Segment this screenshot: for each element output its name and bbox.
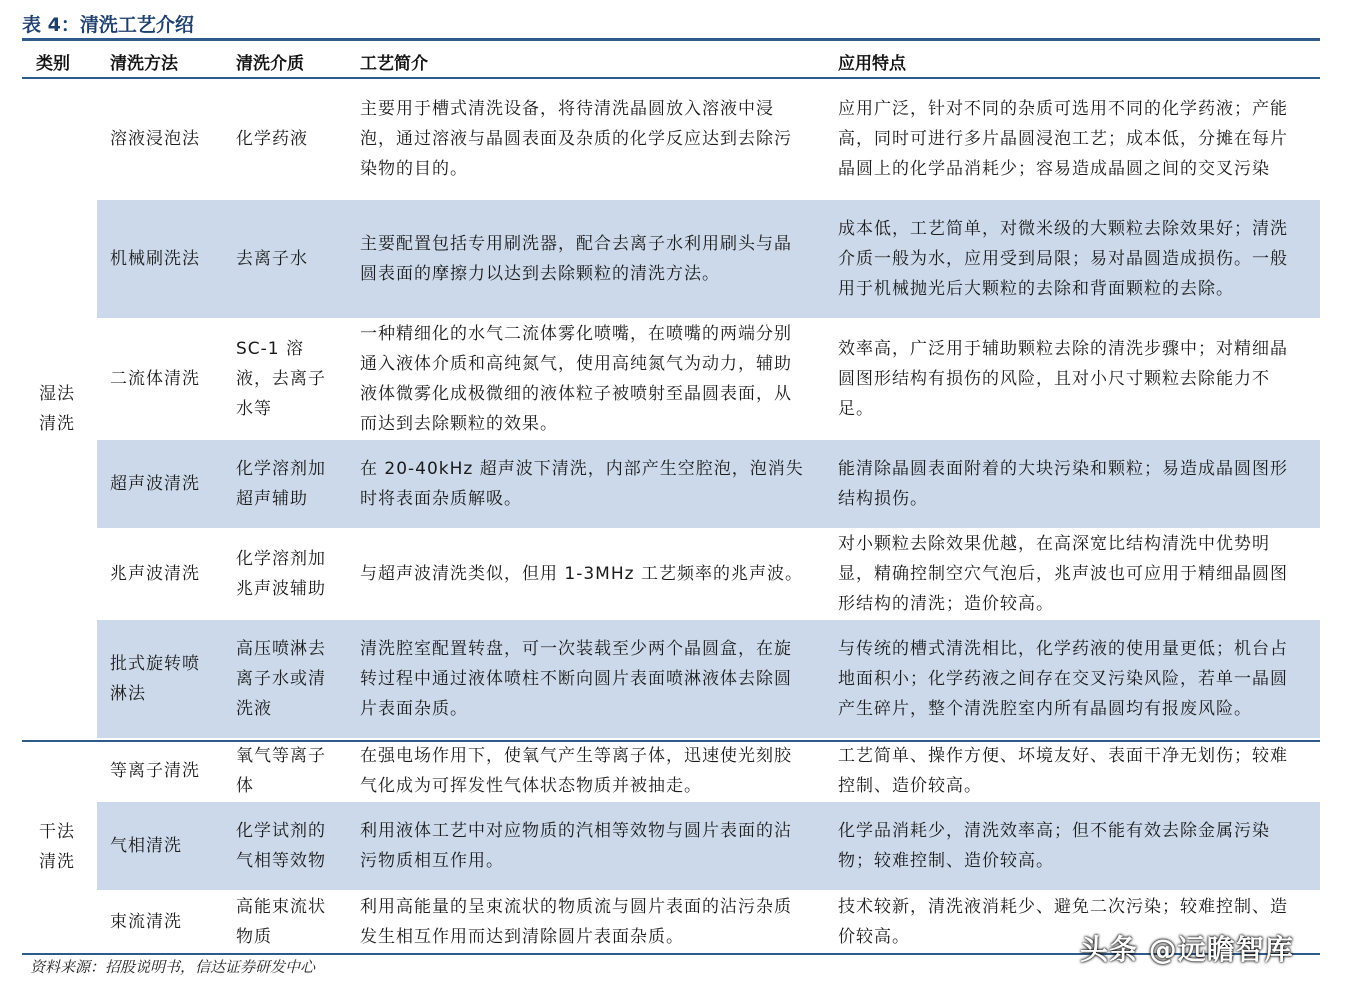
process-cell: 在强电场作用下，使氧气产生等离子体，迅速使光刻胶气化成为可挥发性气体状态物质并被抽走。 — [360, 746, 792, 796]
process-cell: 一种精细化的水气二流体雾化喷嘴，在喷嘴的两端分别通入液体介质和高纯氮气，使用高纯氮气为动力，辅助液体微雾化成极微细的液体粒子被喷射至晶圆表面，从而达到去除颗粒的效果。 — [360, 324, 792, 434]
top-rule — [22, 38, 1320, 41]
medium-cell: 氧气等离子体 — [236, 746, 326, 796]
features-cell: 能清除晶圆表面附着的大块污染和颗粒；易造成晶圆图形结构损伤。 — [838, 459, 1288, 509]
features-cell: 效率高，广泛用于辅助颗粒去除的清洗步骤中；对精细晶圆图形结构有损伤的风险，且对小尺寸颗粒去除能力不足。 — [838, 339, 1288, 419]
header-features: 应用特点 — [838, 54, 906, 74]
category-dry-label: 干法清洗 — [39, 822, 75, 872]
process-cell: 与超声波清洗类似，但用 1-3MHz 工艺频率的兆声波。 — [360, 564, 803, 584]
method-cell: 等离子清洗 — [110, 761, 200, 781]
medium-cell: 高压喷淋去离子水或清洗液 — [236, 639, 326, 719]
medium-cell: SC-1 溶液，去离子水等 — [236, 339, 326, 419]
features-cell: 与传统的槽式清洗相比，化学药液的使用量更低；机台占地面积小；化学药液之间存在交叉污染风险，若单一晶圆产生碎片，整个清洗腔室内所有晶圆均有报废风险。 — [838, 639, 1288, 719]
method-cell: 溶液浸泡法 — [110, 129, 200, 149]
header-process: 工艺简介 — [360, 54, 428, 74]
header-medium: 清洗介质 — [236, 54, 304, 74]
method-cell: 机械刷洗法 — [110, 249, 200, 269]
watermark: 头条 @远瞻智库 — [1080, 933, 1294, 966]
method-cell: 兆声波清洗 — [110, 564, 200, 584]
process-cell: 利用液体工艺中对应物质的汽相等效物与圆片表面的沾污物质相互作用。 — [360, 821, 792, 871]
method-cell: 二流体清洗 — [110, 369, 200, 389]
features-cell: 化学品消耗少，清洗效率高；但不能有效去除金属污染物；较难控制、造价较高。 — [838, 821, 1270, 871]
table-title: 表 4：清洗工艺介绍 — [22, 14, 194, 36]
header-rule — [22, 77, 1320, 79]
source-note: 资料来源：招股说明书，信达证券研发中心 — [30, 958, 316, 976]
header-method: 清洗方法 — [110, 54, 178, 74]
features-cell: 成本低，工艺简单，对微米级的大颗粒去除效果好；清洗介质一般为水，应用受到局限；易对晶圆造成损伤。一般用于机械抛光后大颗粒的去除和背面颗粒的去除。 — [838, 219, 1288, 299]
process-cell: 在 20-40kHz 超声波下清洗，内部产生空腔泡，泡消失时将表面杂质解吸。 — [360, 459, 804, 509]
category-wet — [22, 80, 92, 738]
category-wet-label: 湿法清洗 — [39, 384, 75, 434]
medium-cell: 化学试剂的气相等效物 — [236, 821, 326, 871]
medium-cell: 化学溶剂加兆声波辅助 — [236, 549, 326, 599]
method-cell: 批式旋转喷淋法 — [110, 654, 200, 704]
category-dry — [22, 742, 92, 952]
process-cell: 主要配置包括专用刷洗器，配合去离子水利用刷头与晶圆表面的摩擦力以达到去除颗粒的清洗方法。 — [360, 234, 792, 284]
medium-cell: 去离子水 — [236, 249, 308, 269]
process-cell: 利用高能量的呈束流状的物质流与圆片表面的沾污杂质发生相互作用而达到清除圆片表面杂质。 — [360, 897, 792, 947]
features-cell: 应用广泛，针对不同的杂质可选用不同的化学药液；产能高，同时可进行多片晶圆浸泡工艺；成本低，分摊在每片晶圆上的化学品消耗少；容易造成晶圆之间的交叉污染 — [838, 99, 1288, 179]
method-cell: 超声波清洗 — [110, 474, 200, 494]
features-cell: 工艺简单、操作方便、坏境友好、表面干净无划伤；较难控制、造价较高。 — [838, 746, 1288, 796]
medium-cell: 高能束流状物质 — [236, 897, 326, 947]
method-cell: 气相清洗 — [110, 836, 182, 856]
header-category: 类别 — [36, 54, 70, 74]
method-cell: 束流清洗 — [110, 912, 182, 932]
medium-cell: 化学溶剂加超声辅助 — [236, 459, 326, 509]
features-cell: 对小颗粒去除效果优越，在高深宽比结构清洗中优势明显，精确控制空穴气泡后，兆声波也可应用于精细晶圆图形结构的清洗；造价较高。 — [838, 534, 1288, 614]
process-cell: 清洗腔室配置转盘，可一次装载至少两个晶圆盒，在旋转过程中通过液体喷柱不断向圆片表面喷淋液体去除圆片表面杂质。 — [360, 639, 792, 719]
medium-cell: 化学药液 — [236, 129, 308, 149]
process-cell: 主要用于槽式清洗设备，将待清洗晶圆放入溶液中浸泡，通过溶液与晶圆表面及杂质的化学反应达到去除污染物的目的。 — [360, 99, 792, 179]
features-cell: 技术较新，清洗液消耗少、避免二次污染；较难控制、造价较高。 — [838, 897, 1288, 947]
